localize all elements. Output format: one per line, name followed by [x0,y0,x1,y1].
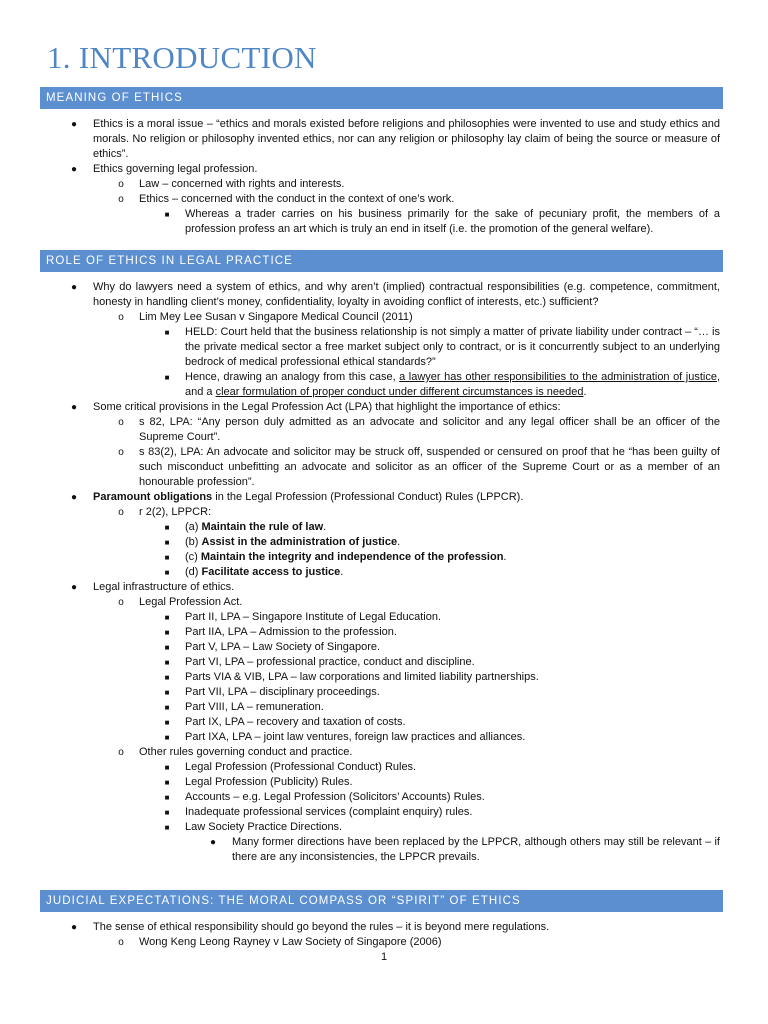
circle-bullet-icon: o [118,417,124,428]
page-number: 1 [380,951,388,963]
circle-bullet-icon: o [118,747,124,758]
section-body-role [0,280,768,865]
circle-bullet-icon: o [118,507,124,518]
square-bullet-icon: ■ [164,613,170,622]
circle-bullet-icon: o [118,597,124,608]
square-bullet-icon: ■ [164,538,170,547]
list-item: o Law – concerned with rights and interests. [0,177,768,192]
list-item: o Other rules governing conduct and practice. [0,745,768,760]
list-item: ■ (b) Assist in the administration of justice. [0,535,768,550]
circle-bullet-icon: o [118,447,124,458]
list-item: ● Ethics is a moral issue – “ethics and morals existed before religions and philosophies were invented to use and study ethics and morals. No religion or philosophy invented ethics, nor can any religion or philosophy lay claim of being the source or measure of ethics”. [0,117,768,162]
section-heading-text: ROLE OF ETHICS IN LEGAL PRACTICE [46,255,293,267]
list-item: ● Ethics governing legal profession. [0,162,768,177]
list-item: ■ Parts VIA & VIB, LPA – law corporations and limited liability partnerships. [0,670,768,685]
circle-bullet-icon: o [118,312,124,323]
section-body-judicial [0,920,768,950]
list-item: ● Why do lawyers need a system of ethics, and why aren’t (implied) contractual responsibilities (e.g. competence, commitment, honesty in handling client’s money, confidentiality, loyalty in avoiding conflict of interests, etc.) sufficient? [0,280,768,310]
list-item: ■ Part II, LPA – Singapore Institute of Legal Education. [0,610,768,625]
circle-bullet-icon: o [118,937,124,948]
bullet-icon: ● [70,119,78,130]
list-item: ■ Legal Profession (Publicity) Rules. [0,775,768,790]
square-bullet-icon: ■ [164,373,170,382]
list-item: o Ethics – concerned with the conduct in the context of one’s work. [0,192,768,207]
square-bullet-icon: ■ [164,718,170,727]
list-item: ■ Part VII, LPA – disciplinary proceedings. [0,685,768,700]
square-bullet-icon: ■ [164,210,170,219]
list-item: ■ Part IIA, LPA – Admission to the profession. [0,625,768,640]
bullet-icon: ● [70,582,78,593]
section-heading-judicial [40,890,723,912]
list-item: ● Paramount obligations in the Legal Profession (Professional Conduct) Rules (LPPCR). [0,490,768,505]
list-item: ■ Part IXA, LPA – joint law ventures, foreign law practices and alliances. [0,730,768,745]
list-item: ■ (a) Maintain the rule of law. [0,520,768,535]
list-item: ■ Hence, drawing an analogy from this case, a lawyer has other responsibilities to the administration of justice, and a clear formulation of proper conduct under different circumstances is needed. [0,370,768,400]
section-heading-text: JUDICIAL EXPECTATIONS: THE MORAL COMPASS OR “SPIRIT” OF ETHICS [46,895,521,907]
bullet-icon: ● [70,164,78,175]
square-bullet-icon: ■ [164,793,170,802]
square-bullet-icon: ■ [164,523,170,532]
square-bullet-icon: ■ [164,778,170,787]
circle-bullet-icon: o [118,179,124,190]
list-item: ■ Part V, LPA – Law Society of Singapore. [0,640,768,655]
bullet-icon: ● [70,492,78,503]
square-bullet-icon: ■ [164,673,170,682]
list-item: ■ Legal Profession (Professional Conduct) Rules. [0,760,768,775]
bullet-icon: ● [70,402,78,413]
section-heading-role [40,250,723,272]
list-item: o Legal Profession Act. [0,595,768,610]
list-item: ■ Law Society Practice Directions. [0,820,768,835]
list-item: ■ (c) Maintain the integrity and independence of the profession. [0,550,768,565]
section-heading-meaning [40,87,723,109]
square-bullet-icon: ■ [164,658,170,667]
bullet-icon: ● [70,922,78,933]
square-bullet-icon: ■ [164,808,170,817]
square-bullet-icon: ■ [164,628,170,637]
section-heading-text: MEANING OF ETHICS [46,92,183,104]
section-body-meaning [0,117,768,237]
list-item: ● Many former directions have been replaced by the LPPCR, although others may still be relevant – if there are any inconsistencies, the LPPCR prevails. [0,835,768,865]
list-item: o Lim Mey Lee Susan v Singapore Medical Council (2011) [0,310,768,325]
list-item: o Wong Keng Leong Rayney v Law Society of Singapore (2006) [0,935,768,950]
square-bullet-icon: ■ [164,733,170,742]
circle-bullet-icon: o [118,194,124,205]
list-item: ● The sense of ethical responsibility should go beyond the rules – it is beyond mere regulations. [0,920,768,935]
list-item: ■ Accounts – e.g. Legal Profession (Solicitors’ Accounts) Rules. [0,790,768,805]
list-item: o s 83(2), LPA: An advocate and solicitor may be struck off, suspended or censured on proof that he “has been guilty of such misconduct unbefitting an advocate and solicitor as an officer of the Supreme Court or as a member of an honourable profession”. [0,445,768,490]
square-bullet-icon: ■ [164,703,170,712]
list-item: ■ Part VIII, LA – remuneration. [0,700,768,715]
bullet-icon: ● [209,837,217,848]
bullet-icon: ● [70,282,78,293]
square-bullet-icon: ■ [164,643,170,652]
list-item: o r 2(2), LPPCR: [0,505,768,520]
list-item: ● Some critical provisions in the Legal Profession Act (LPA) that highlight the importance of ethics: [0,400,768,415]
square-bullet-icon: ■ [164,763,170,772]
square-bullet-icon: ■ [164,553,170,562]
list-item: o s 82, LPA: “Any person duly admitted as an advocate and solicitor and any legal officer shall be an officer of the Supreme Court”. [0,415,768,445]
square-bullet-icon: ■ [164,568,170,577]
list-item: ■ HELD: Court held that the business relationship is not simply a matter of private liability under contract – “… is the private medical sector a free market subject only to contract, or is it concurrently subject to an underlying bedrock of medical professional ethical standards?” [0,325,768,370]
list-item: ■ (d) Facilitate access to justice. [0,565,768,580]
list-item: ■ Whereas a trader carries on his business primarily for the sake of pecuniary profit, the members of a profession profess an art which is truly an end in itself (i.e. the promotion of the general welfare). [0,207,768,237]
square-bullet-icon: ■ [164,823,170,832]
list-item: ● Legal infrastructure of ethics. [0,580,768,595]
list-item: ■ Part IX, LPA – recovery and taxation of costs. [0,715,768,730]
square-bullet-icon: ■ [164,688,170,697]
list-item: ■ Part VI, LPA – professional practice, conduct and discipline. [0,655,768,670]
square-bullet-icon: ■ [164,328,170,337]
list-item: ■ Inadequate professional services (complaint enquiry) rules. [0,805,768,820]
page-title: 1. INTRODUCTION [47,40,317,75]
